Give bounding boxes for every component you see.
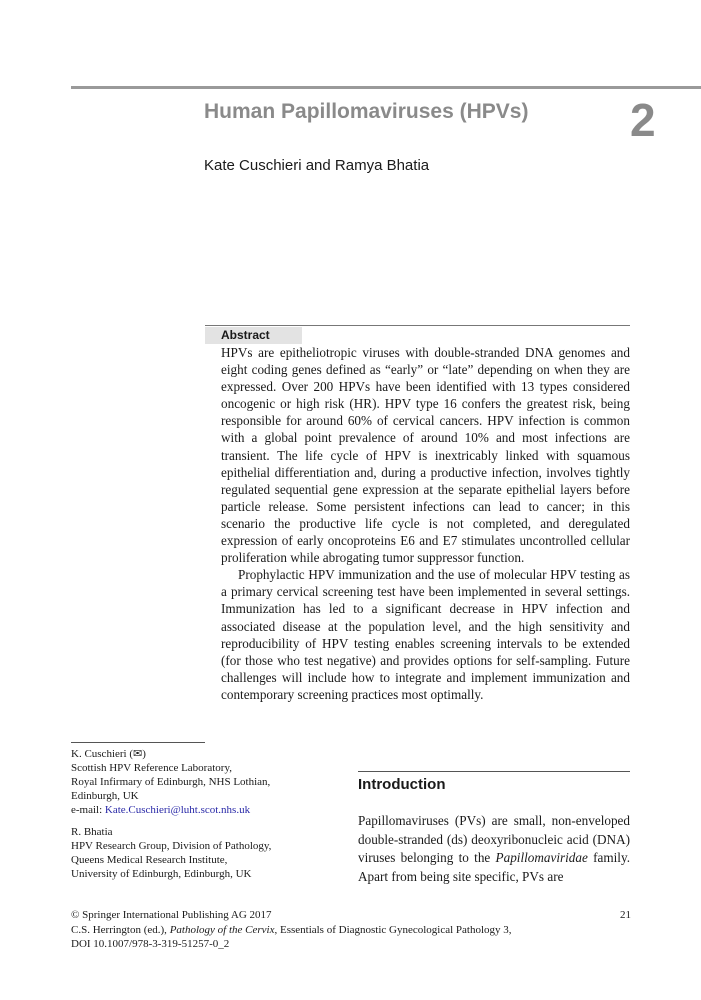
affiliation-line: Queens Medical Research Institute, [71,854,228,866]
chapter-title: Human Papillomaviruses (HPVs) [204,100,529,123]
affiliation-author-1 [71,747,311,817]
book-title: Pathology of the Cervix [169,923,275,936]
footnote-rule [71,742,205,743]
copyright-line: © Springer International Publishing AG 2017 [71,909,272,921]
affiliation-author-2 [71,825,311,881]
affiliation-name: R. Bhatia [71,826,113,838]
email-label: e-mail: [71,804,105,816]
page-number: 21 [620,909,631,921]
intro-text: Papillomaviruses (PVs) are small, non-enveloped double-stranded (ds) deoxyribonucleic acid (DNA) viruses belonging to the [358,813,630,865]
doi-line: DOI 10.1007/978-3-319-51257-0_2 [71,938,230,950]
citation-text: C.S. Herrington (ed.), [71,923,170,936]
affiliation-email-row [71,803,311,817]
affiliation-line: University of Edinburgh, Edinburgh, UK [71,868,252,880]
page-footer [71,908,631,952]
chapter-authors: Kate Cuschieri and Ramya Bhatia [204,157,430,174]
affiliation-name: K. Cuschieri (✉) [71,748,146,760]
abstract-rule [205,325,630,326]
citation-line [71,923,631,938]
intro-text: family. Apart from being site specific, PVs are [358,850,630,884]
introduction-rule [358,771,630,772]
abstract-body [221,344,630,703]
affiliation-line: Royal Infirmary of Edinburgh, NHS Lothian, [71,776,271,788]
chapter-number: 2 [630,94,656,146]
affiliation-line: Scottish HPV Reference Laboratory, [71,762,232,774]
abstract-paragraph-1: HPVs are epitheliotropic viruses with double-stranded DNA genomes and eight coding genes defined as “early” or “late” depending on when they are expressed. Over 200 HPVs have been identified with 13 types considered oncogenic or high risk (HR). HPV type 16 confers the greatest risk, being responsible for around 60% of cervical cancers. HPV infection is common with a global point prevalence of around 10% and most infections are transient. The life cycle of HPV is inextricably linked with squamous epithelial differentiation and, during a productive infection, involves tightly regulated sequential gene expression at the separate epithelial layers before particle release. Some persistent infections can lead to cancer; in this scenario the productive life cycle is not completed, and deregulated expression of early oncoproteins E6 and E7 stimulates uncontrolled cellular proliferation while abrogating tumor suppressor function. [221,345,630,566]
citation-text: , Essentials of Diagnostic Gynecological Pathology 3, [274,923,512,936]
introduction-heading: Introduction [358,776,446,793]
email-link[interactable]: Kate.Cuschieri@luht.scot.nhs.uk [104,804,251,816]
affiliation-line: Edinburgh, UK [71,790,139,802]
abstract-label: Abstract [205,327,302,344]
intro-taxon: Papillomaviridae [495,850,588,865]
affiliation-line: HPV Research Group, Division of Pathology, [71,840,272,852]
abstract-paragraph-2: Prophylactic HPV immunization and the use of molecular HPV testing as a primary cervical screening test have been implemented in several settings. Immunization has led to a significant decrease in HPV infection and associated disease at the population level, and the high sensitivity and reproducibility of HPV testing enables screening intervals to be extended (for those who test negative) and provides options for self-sampling. Future challenges will include how to integrate and implement immunization and contemporary screening practices most optimally. [221,567,630,702]
header-rule [71,86,701,89]
introduction-body [358,812,630,886]
